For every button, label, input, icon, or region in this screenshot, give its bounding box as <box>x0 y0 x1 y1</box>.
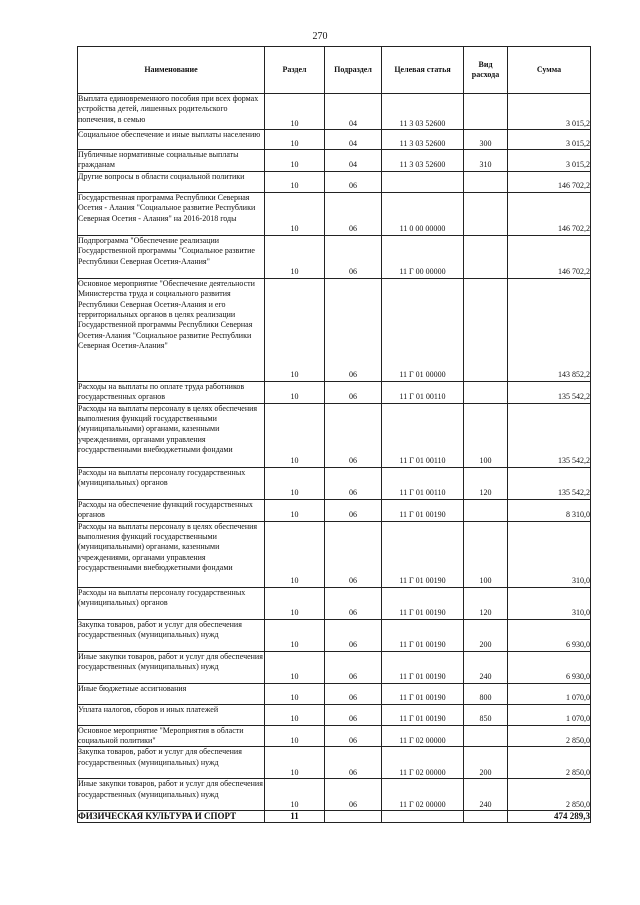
cell-sum: 2 850,0 <box>508 747 591 779</box>
cell-sum: 2 850,0 <box>508 779 591 811</box>
cell-section: 10 <box>265 467 325 499</box>
table-row <box>78 683 591 704</box>
cell-target: 11 Г 01 00190 <box>382 651 464 683</box>
cell-type: 300 <box>464 130 508 150</box>
cell-sum: 6 930,0 <box>508 619 591 651</box>
cell-type: 240 <box>464 651 508 683</box>
cell-section: 10 <box>265 192 325 235</box>
budget-table <box>77 46 591 823</box>
cell-sum: 3 015,2 <box>508 94 591 130</box>
cell-name: Государственная программа Республики Северная Осетия - Алания "Социальное развитие Республики Северная Осетия - Алания" на 2016-2018 годы <box>78 192 265 235</box>
cell-type: 200 <box>464 747 508 779</box>
cell-section: 10 <box>265 587 325 619</box>
cell-name: Расходы на выплаты персоналу государственных (муниципальных) органов <box>78 587 265 619</box>
cell-target: 11 0 00 00000 <box>382 192 464 235</box>
cell-section: 10 <box>265 651 325 683</box>
header-target: Целевая статья <box>382 47 464 94</box>
cell-target <box>382 811 464 823</box>
cell-section: 10 <box>265 499 325 521</box>
cell-subsection: 06 <box>325 278 382 381</box>
cell-sum: 135 542,2 <box>508 381 591 403</box>
cell-name: Закупка товаров, работ и услуг для обеспечения государственных (муниципальных) нужд <box>78 747 265 779</box>
cell-name: Расходы на выплаты персоналу государственных (муниципальных) органов <box>78 467 265 499</box>
cell-subsection: 06 <box>325 171 382 192</box>
cell-sum: 3 015,2 <box>508 150 591 172</box>
cell-subsection: 06 <box>325 403 382 467</box>
cell-type <box>464 192 508 235</box>
cell-subsection: 06 <box>325 779 382 811</box>
cell-name: Социальное обеспечение и иные выплаты населению <box>78 130 265 150</box>
cell-type <box>464 171 508 192</box>
cell-target: 11 3 03 52600 <box>382 94 464 130</box>
table-row <box>78 235 591 278</box>
cell-target: 11 Г 01 00190 <box>382 499 464 521</box>
cell-section: 10 <box>265 403 325 467</box>
cell-subsection: 04 <box>325 94 382 130</box>
cell-sum: 135 542,2 <box>508 403 591 467</box>
cell-type: 100 <box>464 521 508 587</box>
cell-name: Уплата налогов, сборов и иных платежей <box>78 704 265 725</box>
cell-section: 10 <box>265 278 325 381</box>
table-row <box>78 587 591 619</box>
cell-sum: 6 930,0 <box>508 651 591 683</box>
cell-target: 11 Г 01 00190 <box>382 521 464 587</box>
cell-subsection: 06 <box>325 747 382 779</box>
table-row <box>78 403 591 467</box>
cell-target: 11 Г 02 00000 <box>382 779 464 811</box>
cell-name: ФИЗИЧЕСКАЯ КУЛЬТУРА И СПОРТ <box>78 811 265 823</box>
header-sum: Сумма <box>508 47 591 94</box>
cell-sum: 146 702,2 <box>508 171 591 192</box>
table-row <box>78 171 591 192</box>
cell-type: 200 <box>464 619 508 651</box>
cell-type: 120 <box>464 467 508 499</box>
cell-name: Иные закупки товаров, работ и услуг для обеспечения государственных (муниципальных) нужд <box>78 779 265 811</box>
cell-target <box>382 171 464 192</box>
cell-sum: 474 289,3 <box>508 811 591 823</box>
cell-subsection: 04 <box>325 150 382 172</box>
cell-section: 11 <box>265 811 325 823</box>
cell-type: 100 <box>464 403 508 467</box>
cell-sum: 1 070,0 <box>508 683 591 704</box>
cell-name: Расходы на выплаты персоналу в целях обеспечения выполнения функций государственными (муниципальными) органами, казенными учреждениями, органами управления государственными внебюджетными фондами <box>78 403 265 467</box>
cell-type <box>464 278 508 381</box>
cell-section: 10 <box>265 779 325 811</box>
table-row <box>78 467 591 499</box>
cell-name: Выплата единовременного пособия при всех формах устройства детей, лишенных родительского попечения, в семью <box>78 94 265 130</box>
total-row <box>78 811 591 823</box>
cell-target: 11 Г 01 00000 <box>382 278 464 381</box>
table-row <box>78 381 591 403</box>
cell-subsection: 06 <box>325 725 382 747</box>
cell-type: 120 <box>464 587 508 619</box>
cell-target: 11 Г 01 00190 <box>382 704 464 725</box>
cell-section: 10 <box>265 704 325 725</box>
cell-target: 11 Г 01 00110 <box>382 403 464 467</box>
table-row <box>78 747 591 779</box>
cell-subsection: 06 <box>325 704 382 725</box>
cell-subsection: 06 <box>325 235 382 278</box>
cell-subsection: 06 <box>325 521 382 587</box>
table-row <box>78 704 591 725</box>
cell-sum: 146 702,2 <box>508 192 591 235</box>
cell-target: 11 3 03 52600 <box>382 150 464 172</box>
cell-name: Закупка товаров, работ и услуг для обеспечения государственных (муниципальных) нужд <box>78 619 265 651</box>
cell-sum: 2 850,0 <box>508 725 591 747</box>
cell-name: Иные закупки товаров, работ и услуг для обеспечения государственных (муниципальных) нужд <box>78 651 265 683</box>
cell-section: 10 <box>265 130 325 150</box>
cell-name: Расходы на обеспечение функций государственных органов <box>78 499 265 521</box>
cell-section: 10 <box>265 619 325 651</box>
cell-target: 11 Г 02 00000 <box>382 725 464 747</box>
cell-type: 310 <box>464 150 508 172</box>
header-section: Раздел <box>265 47 325 94</box>
table-row <box>78 150 591 172</box>
table-row <box>78 192 591 235</box>
cell-subsection: 06 <box>325 587 382 619</box>
cell-name: Иные бюджетные ассигнования <box>78 683 265 704</box>
cell-type <box>464 235 508 278</box>
cell-type: 800 <box>464 683 508 704</box>
table-row <box>78 779 591 811</box>
header-subsection: Подраздел <box>325 47 382 94</box>
cell-sum: 146 702,2 <box>508 235 591 278</box>
cell-subsection: 06 <box>325 619 382 651</box>
cell-subsection: 06 <box>325 192 382 235</box>
cell-subsection: 04 <box>325 130 382 150</box>
cell-subsection: 06 <box>325 467 382 499</box>
cell-type: 240 <box>464 779 508 811</box>
header-type: Вид расхода <box>464 47 508 94</box>
cell-section: 10 <box>265 381 325 403</box>
cell-sum: 310,0 <box>508 587 591 619</box>
page-number: 270 <box>312 31 328 42</box>
cell-name: Публичные нормативные социальные выплаты гражданам <box>78 150 265 172</box>
cell-target: 11 Г 02 00000 <box>382 747 464 779</box>
cell-sum: 143 852,2 <box>508 278 591 381</box>
cell-name: Основное мероприятие "Обеспечение деятельности Министерства труда и социального развития Республики Северная Осетия-Алания и его территориальных органов в целях реализации Государственной программы Республики Северная Осетия-Алания "Социальное развитие Республики Северная Осетия-Алания" <box>78 278 265 381</box>
cell-target: 11 Г 01 00190 <box>382 587 464 619</box>
cell-name: Расходы на выплаты по оплате труда работников государственных органов <box>78 381 265 403</box>
cell-section: 10 <box>265 521 325 587</box>
cell-section: 10 <box>265 725 325 747</box>
cell-subsection: 06 <box>325 499 382 521</box>
cell-sum: 1 070,0 <box>508 704 591 725</box>
cell-subsection: 06 <box>325 683 382 704</box>
cell-name: Другие вопросы в области социальной политики <box>78 171 265 192</box>
cell-section: 10 <box>265 94 325 130</box>
table-body <box>78 94 591 823</box>
table-row <box>78 521 591 587</box>
cell-subsection: 06 <box>325 651 382 683</box>
cell-type <box>464 725 508 747</box>
table-row <box>78 651 591 683</box>
cell-sum: 8 310,0 <box>508 499 591 521</box>
cell-name: Расходы на выплаты персоналу в целях обеспечения выполнения функций государственными (муниципальными) органами, казенными учреждениями, органами управления государственными внебюджетными фондами <box>78 521 265 587</box>
cell-target: 11 3 03 52600 <box>382 130 464 150</box>
cell-section: 10 <box>265 150 325 172</box>
table-row <box>78 130 591 150</box>
table-row <box>78 499 591 521</box>
cell-name: Основное мероприятие "Мероприятия в области социальной политики" <box>78 725 265 747</box>
cell-target: 11 Г 01 00190 <box>382 619 464 651</box>
cell-target: 11 Г 01 00110 <box>382 381 464 403</box>
cell-type <box>464 811 508 823</box>
table-row <box>78 278 591 381</box>
cell-sum: 135 542,2 <box>508 467 591 499</box>
table-row <box>78 619 591 651</box>
cell-type: 850 <box>464 704 508 725</box>
cell-name: Подпрограмма "Обеспечение реализации Государственной программы "Социальное развитие Республики Северная Осетия-Алания" <box>78 235 265 278</box>
cell-sum: 3 015,2 <box>508 130 591 150</box>
header-name: Наименование <box>78 47 265 94</box>
cell-target: 11 Г 01 00190 <box>382 683 464 704</box>
table-row <box>78 94 591 130</box>
cell-section: 10 <box>265 747 325 779</box>
cell-target: 11 Г 00 00000 <box>382 235 464 278</box>
cell-type <box>464 499 508 521</box>
cell-subsection: 06 <box>325 381 382 403</box>
cell-type <box>464 381 508 403</box>
cell-type <box>464 94 508 130</box>
cell-section: 10 <box>265 683 325 704</box>
cell-section: 10 <box>265 235 325 278</box>
cell-section: 10 <box>265 171 325 192</box>
table-row <box>78 725 591 747</box>
header-row <box>78 47 591 94</box>
cell-target: 11 Г 01 00110 <box>382 467 464 499</box>
cell-sum: 310,0 <box>508 521 591 587</box>
cell-subsection <box>325 811 382 823</box>
